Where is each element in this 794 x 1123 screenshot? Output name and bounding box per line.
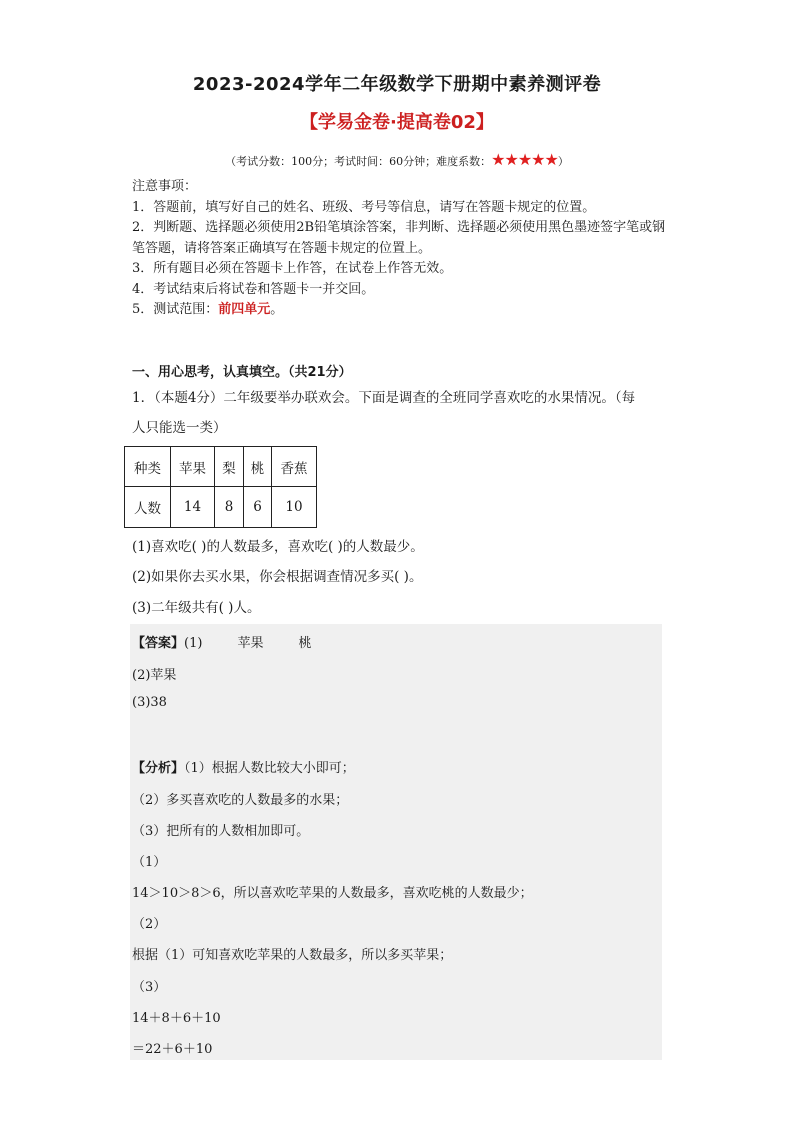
note5-prefix: 5．测试范围： [132,302,219,317]
note-item: 4．考试结束后将试卷和答题卡一并交回。 [132,281,375,297]
meta-suffix: ） [557,155,569,168]
table-cell: 10 [272,487,317,528]
note-item: 3．所有题目必须在答题卡上作答，在试卷上作答无效。 [132,261,453,276]
table-header-cell: 种类 [125,447,171,487]
answer-line-2: (2)苹果 [132,668,177,683]
note-item: 2．判断题、选择题必须使用2B铅笔填涂答案，非判断、选择题必须使用黑色墨迹签字笔或钢笔答题，请将答案正确填写在答题卡规定的位置上。 [132,220,666,256]
question-stem-line1: 1．（本题4分）二年级要举办联欢会。下面是调查的全班同学喜欢吃的水果情况。（每 [132,390,636,406]
table-header-cell: 梨 [215,447,244,487]
answer-label: 【答案】 [132,636,185,651]
analysis-line: ＝22＋6＋10 [132,1042,213,1057]
sub-question-3: (3)二年级共有( )人。 [132,600,261,616]
table-cell: 8 [215,487,244,528]
analysis-line: 根据（1）可知喜欢吃苹果的人数最多，所以多买苹果； [132,948,453,963]
test-scope: 前四单元 [218,302,271,317]
analysis-line [132,757,355,776]
star-icon: ★ [544,150,558,169]
table-cell: 人数 [125,487,171,528]
analysis-line: （1） [132,855,167,870]
exam-meta [0,150,794,169]
question-stem-line2: 人只能选一类） [132,420,227,436]
analysis-text: （1）根据人数比较大小即可； [184,761,355,776]
note5-suffix: 。 [270,302,284,317]
table-cell: 6 [244,487,272,528]
star-icon: ★ [531,150,545,169]
fruit-survey-table [124,446,317,528]
note-item [132,300,672,321]
table-cell: 14 [171,487,215,528]
analysis-line: （3）把所有的人数相加即可。 [132,824,310,839]
table-header-cell: 香蕉 [272,447,317,487]
analysis-label: 【分析】 [132,761,185,776]
table-header-cell: 桃 [244,447,272,487]
analysis-line: （2） [132,917,167,932]
answer-panel [130,624,662,1060]
analysis-line: （3） [132,980,167,995]
exam-title: 2023-2024学年二年级数学下册期中素养测评卷 [192,74,602,95]
star-icon: ★ [517,150,532,169]
meta-prefix: （考试分数：100分；考试时间：60分钟；难度系数： [225,155,492,168]
notes-section [132,177,672,321]
exam-subtitle: 【学易金卷·提高卷02】 [300,112,494,133]
answer-value: 苹果 [237,636,264,651]
sub-question-1: (1)喜欢吃( )的人数最多，喜欢吃( )的人数最少。 [132,539,424,555]
difficulty-stars [491,150,558,169]
section-title: 一、用心思考，认真填空。（共21分） [132,365,352,380]
answer-line-3: (3)38 [132,695,167,710]
sub-question-2: (2)如果你去买水果，你会根据调查情况多买( )。 [132,569,423,585]
answer-value: 桃 [298,636,312,651]
answer-num: (1) [184,636,203,651]
table-header-cell: 苹果 [171,447,215,487]
note-item: 1．答题前，填写好自己的姓名、班级、考号等信息，请写在答题卡规定的位置。 [132,199,596,215]
analysis-line: 14＞10＞8＞6，所以喜欢吃苹果的人数最多，喜欢吃桃的人数最少； [132,886,533,901]
notes-heading: 注意事项： [132,179,198,194]
answer-line-1 [132,632,311,651]
star-icon: ★ [504,150,518,169]
star-icon: ★ [491,150,505,169]
analysis-line: 14＋8＋6＋10 [132,1011,221,1026]
analysis-line: （2）多买喜欢吃的人数最多的水果； [132,793,349,808]
